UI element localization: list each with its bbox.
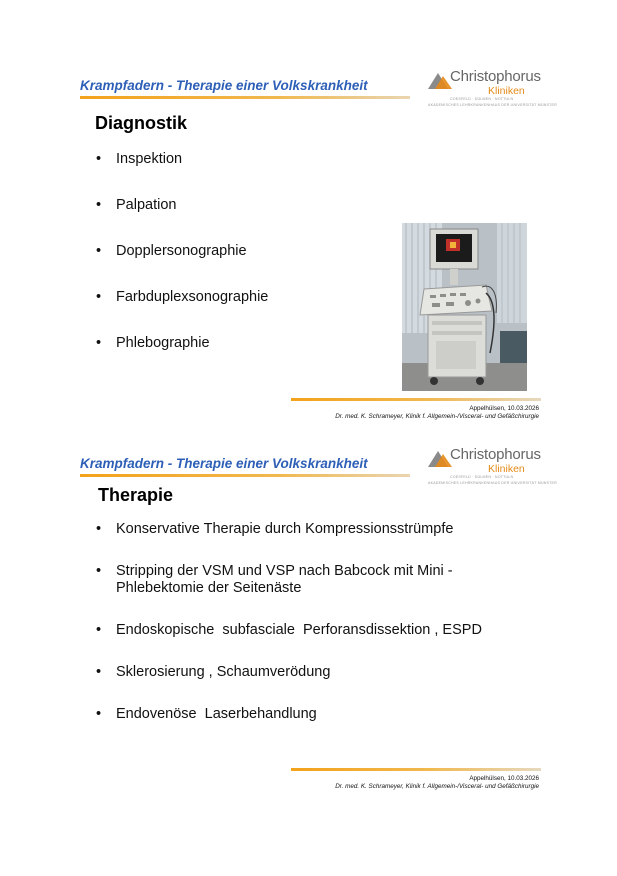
footer-accent-bar	[291, 768, 541, 771]
header-title: Krampfadern - Therapie einer Volkskrankheit	[80, 456, 368, 471]
list-item	[96, 335, 268, 381]
list-item-text: Phlebographie	[116, 335, 210, 351]
footer-author: Dr. med. K. Schrameyer, Klinik f. Allgemein-/Visceral- und Gefäßchirurgie	[335, 783, 539, 790]
logo-name: Christophorus	[450, 446, 541, 463]
footer-author: Dr. med. K. Schrameyer, Klinik f. Allgemein-/Visceral- und Gefäßchirurgie	[335, 413, 539, 420]
logo-tagline: COESFELD · DÜLMEN · NOTTULN	[450, 475, 514, 479]
bullet-icon: •	[96, 521, 102, 537]
logo-subname: Kliniken	[488, 463, 525, 475]
slide-therapie	[0, 433, 617, 813]
bullet-icon: •	[96, 706, 102, 722]
list-item-text: Sklerosierung , Schaumverödung	[116, 664, 331, 680]
logo-subname: Kliniken	[488, 85, 525, 97]
list-item	[96, 197, 268, 243]
footer-date: Appelhülsen, 10.03.2026	[469, 405, 539, 412]
list-item	[96, 563, 536, 597]
triangle-logo-icon	[428, 71, 452, 89]
list-item	[96, 521, 536, 538]
bullet-icon: •	[96, 289, 102, 305]
logo-tagline: COESFELD · DÜLMEN · NOTTULN	[450, 97, 514, 101]
list-item-text: Konservative Therapie durch Kompressionsstrümpfe	[116, 521, 454, 537]
list-item	[96, 151, 268, 197]
bullet-icon: •	[96, 664, 102, 680]
bullet-icon: •	[96, 622, 102, 638]
footer-accent-bar	[291, 398, 541, 401]
list-item	[96, 289, 268, 335]
slide-title: Diagnostik	[95, 113, 188, 133]
list-item	[96, 243, 268, 289]
ultrasound-machine-illustration	[402, 223, 527, 391]
header-accent-bar	[80, 96, 410, 99]
list-item	[96, 622, 536, 639]
list-item-text: Stripping der VSM und VSP nach Babcock mit Mini - Phlebektomie der Seitenäste	[116, 563, 453, 596]
logo-tagline-secondary: AKADEMISCHES LEHRKRANKENHAUS DER UNIVERSITÄT MÜNSTER	[428, 481, 557, 485]
bullet-list	[96, 521, 536, 748]
slide-diagnostik	[0, 55, 617, 435]
bullet-icon: •	[96, 197, 102, 213]
list-item-text: Endoskopische subfasciale Perforansdissektion , ESPD	[116, 622, 482, 638]
slide-title: Therapie	[98, 485, 174, 505]
header-title: Krampfadern - Therapie einer Volkskrankheit	[80, 78, 368, 93]
logo-name: Christophorus	[450, 68, 541, 85]
list-item	[96, 664, 536, 681]
list-item-text: Dopplersonographie	[116, 243, 247, 259]
christophorus-logo	[428, 67, 557, 107]
header-accent-bar	[80, 474, 410, 477]
bullet-icon: •	[96, 151, 102, 167]
list-item-text: Farbduplexsonographie	[116, 289, 269, 305]
bullet-icon: •	[96, 335, 102, 351]
footer-date: Appelhülsen, 10.03.2026	[469, 775, 539, 782]
list-item-text: Inspektion	[116, 151, 183, 167]
ultrasound-machine-photo	[402, 223, 527, 391]
bullet-icon: •	[96, 563, 102, 579]
logo-tagline-secondary: AKADEMISCHES LEHRKRANKENHAUS DER UNIVERSITÄT MÜNSTER	[428, 103, 557, 107]
list-item-text: Palpation	[116, 197, 177, 213]
list-item-text: Endovenöse Laserbehandlung	[116, 706, 317, 722]
bullet-icon: •	[96, 243, 102, 259]
bullet-list	[96, 151, 268, 381]
list-item	[96, 706, 536, 723]
triangle-logo-icon	[428, 449, 452, 467]
christophorus-logo	[428, 445, 557, 485]
